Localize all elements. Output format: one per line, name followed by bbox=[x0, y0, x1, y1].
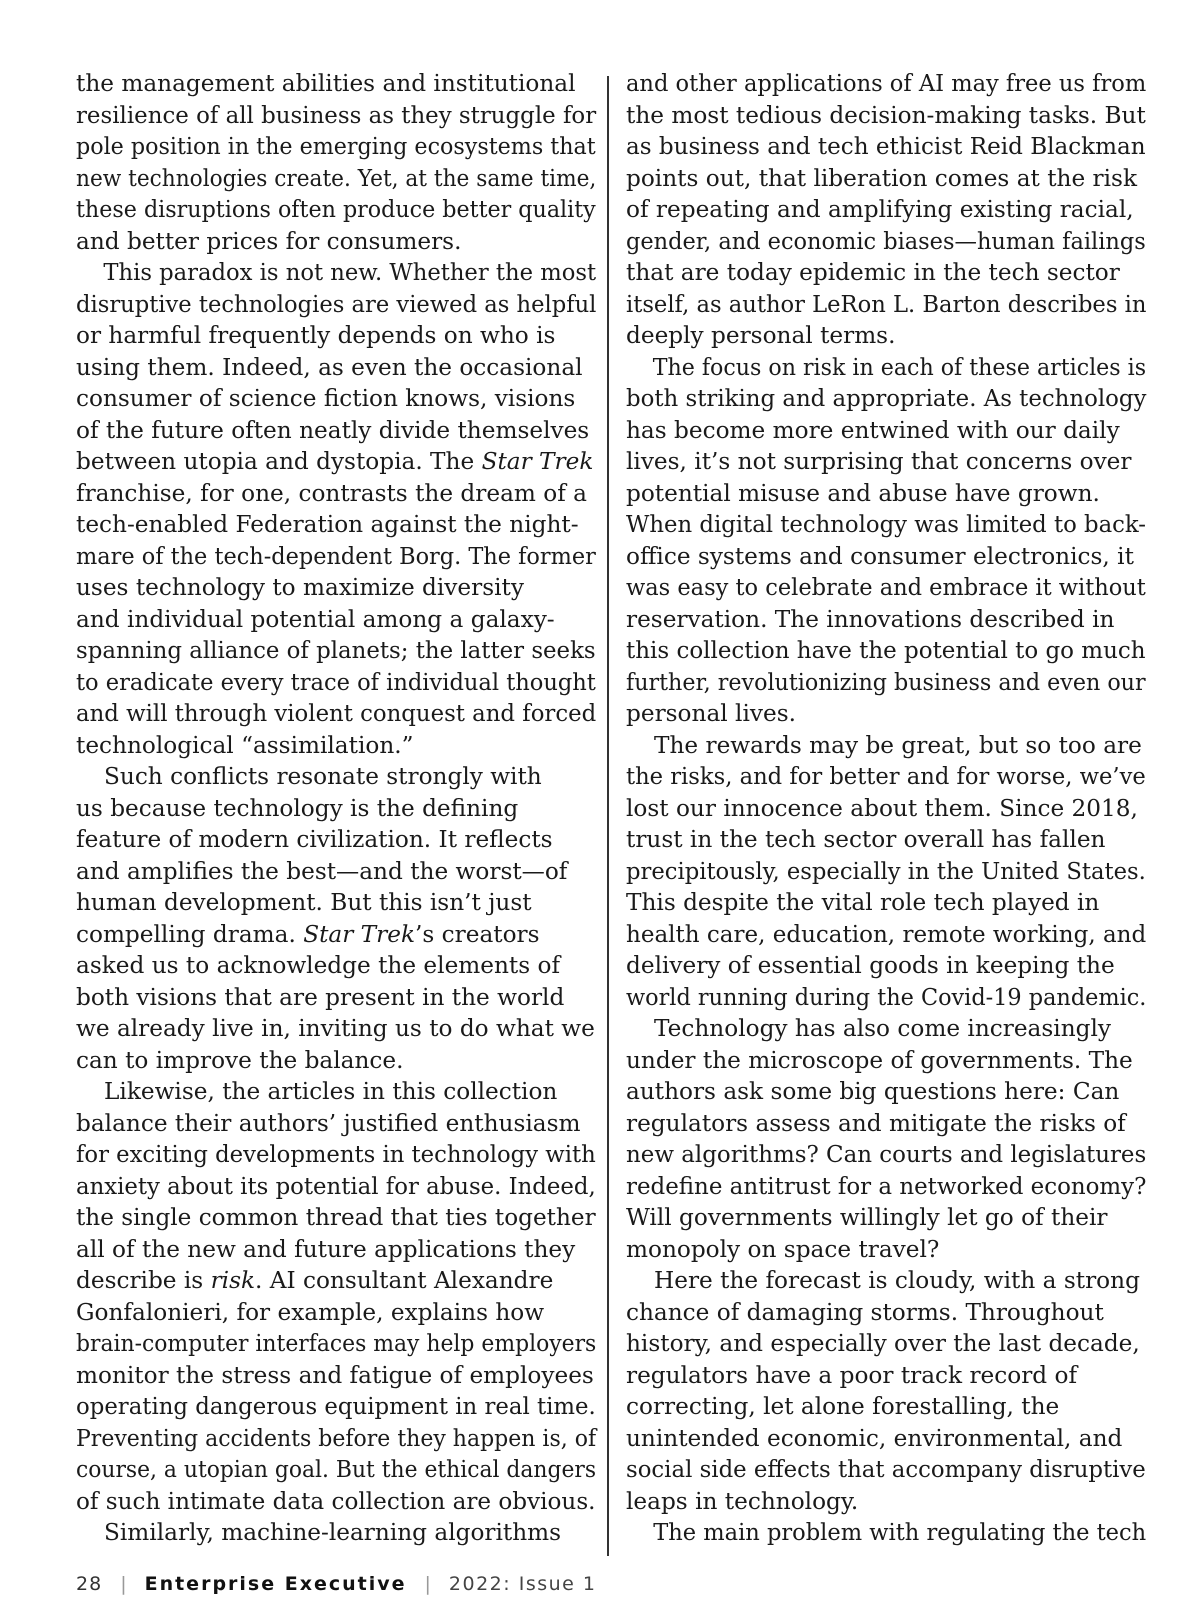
text-line: redefine antitrust for a networked economy? bbox=[626, 1172, 1147, 1200]
text-line: brain-computer interfaces may help employers bbox=[76, 1330, 597, 1357]
text-line: This paradox is not new. Whether the most bbox=[103, 259, 597, 286]
text-line: trust in the tech sector overall has fallen bbox=[626, 826, 1106, 853]
text-line: feature of modern civilization. It reflects bbox=[76, 826, 553, 853]
text-line: human development. But this isn’t just bbox=[76, 889, 532, 916]
text-line: can to improve the balance. bbox=[76, 1046, 404, 1074]
text-line: to eradicate every trace of individual thought bbox=[76, 668, 596, 696]
text-line: new technologies create. Yet, at the same time, bbox=[76, 164, 597, 192]
publication-name: Enterprise Executive bbox=[144, 1573, 407, 1595]
text-line: This despite the vital role tech played in bbox=[626, 889, 1100, 916]
text-line: us because technology is the defining bbox=[76, 794, 519, 822]
issue-label: 2022: Issue 1 bbox=[448, 1573, 597, 1595]
text-line: personal lives. bbox=[626, 700, 796, 727]
left-column bbox=[76, 68, 596, 1549]
text-line: both visions that are present in the world bbox=[76, 983, 565, 1011]
text-line: leaps in technology. bbox=[626, 1487, 859, 1515]
text-line: regulators assess and mitigate the risks of bbox=[626, 1109, 1126, 1137]
text-line: or harmful frequently depends on who is bbox=[76, 322, 556, 349]
text-line: Will governments willingly let go of their bbox=[626, 1204, 1108, 1231]
text-line: all of the new and future applications they bbox=[76, 1235, 576, 1263]
text-line: technological “assimilation.” bbox=[76, 731, 414, 759]
text-line: potential misuse and abuse have grown. bbox=[626, 479, 1100, 507]
text-line: health care, education, remote working, and bbox=[626, 920, 1147, 948]
text-line: the management abilities and institutional bbox=[76, 70, 576, 97]
text-line: that are today epidemic in the tech sector bbox=[626, 259, 1120, 286]
text-line: the single common thread that ties together bbox=[76, 1204, 596, 1231]
text-line: the most tedious decision-making tasks. But bbox=[626, 101, 1146, 129]
text-line: The rewards may be great, but so too are bbox=[654, 731, 1142, 759]
page-number: 28 bbox=[76, 1573, 103, 1595]
text-line: authors ask some big questions here: Can bbox=[626, 1078, 1120, 1105]
text-line: points out, that liberation comes at the risk bbox=[626, 164, 1137, 192]
text-line: deeply personal terms. bbox=[626, 322, 896, 349]
text-line: compelling drama. Star Trek’s creators bbox=[76, 920, 540, 948]
text-line: pole position in the emerging ecosystems that bbox=[76, 133, 596, 160]
text-line: course, a utopian goal. But the ethical dangers bbox=[76, 1456, 597, 1483]
text-line: correcting, let alone forestalling, the bbox=[626, 1393, 1060, 1420]
text-line: Such conflicts resonate strongly with bbox=[104, 763, 542, 790]
text-line: and other applications of AI may free us from bbox=[626, 70, 1147, 97]
text-line: The main problem with regulating the tech bbox=[653, 1519, 1147, 1546]
text-line: and amplifies the best—and the worst—of bbox=[76, 857, 568, 885]
text-line: this collection have the potential to go much bbox=[626, 637, 1146, 664]
text-line: of the future often neatly divide themselves bbox=[76, 416, 590, 444]
text-line: operating dangerous equipment in real time. bbox=[76, 1393, 596, 1420]
text-line: chance of damaging storms. Throughout bbox=[626, 1298, 1104, 1326]
text-line: was easy to celebrate and embrace it without bbox=[626, 574, 1146, 601]
text-line: describe is risk. AI consultant Alexandre bbox=[76, 1267, 554, 1294]
text-line: Preventing accidents before they happen is, of bbox=[76, 1424, 597, 1452]
text-line: new algorithms? Can courts and legislatures bbox=[626, 1141, 1147, 1168]
text-line: monopoly on space travel? bbox=[626, 1235, 940, 1263]
right-column bbox=[626, 68, 1146, 1549]
text-line: Gonfalonieri, for example, explains how bbox=[76, 1298, 545, 1326]
text-line: balance their authors’ justified enthusiasm bbox=[76, 1109, 581, 1137]
text-line: office systems and consumer electronics, it bbox=[626, 542, 1134, 570]
text-line: the risks, and for better and for worse, we’ve bbox=[626, 763, 1146, 790]
text-line: reservation. The innovations described in bbox=[626, 605, 1115, 633]
page-footer bbox=[76, 1573, 596, 1595]
text-line: we already live in, inviting us to do what we bbox=[76, 1015, 595, 1042]
text-line: Similarly, machine-learning algorithms bbox=[104, 1519, 562, 1546]
text-line: lost our innocence about them. Since 2018, bbox=[626, 794, 1138, 822]
text-line: monitor the stress and fatigue of employees bbox=[76, 1361, 594, 1389]
footer-separator: | bbox=[424, 1573, 431, 1595]
text-line: delivery of essential goods in keeping the bbox=[626, 952, 1115, 979]
text-line: these disruptions often produce better quality bbox=[76, 196, 596, 223]
text-line: and better prices for consumers. bbox=[76, 227, 462, 255]
text-line: Technology has also come increasingly bbox=[654, 1015, 1111, 1042]
text-line: itself, as author LeRon L. Barton describes in bbox=[626, 290, 1147, 318]
text-line: history, and especially over the last decade, bbox=[626, 1330, 1140, 1357]
text-line: tech-enabled Federation against the night- bbox=[76, 511, 579, 538]
text-line: anxiety about its potential for abuse. Indeed, bbox=[76, 1172, 596, 1200]
text-line: spanning alliance of planets; the latter seeks bbox=[76, 637, 596, 664]
text-line: regulators have a poor track record of bbox=[626, 1361, 1078, 1389]
text-line: under the microscope of governments. The bbox=[626, 1046, 1133, 1074]
text-line: gender, and economic biases—human failings bbox=[626, 227, 1146, 255]
text-line: using them. Indeed, as even the occasional bbox=[76, 353, 583, 381]
text-line: franchise, for one, contrasts the dream of a bbox=[76, 479, 587, 507]
text-line: When digital technology was limited to back- bbox=[626, 511, 1146, 538]
text-line: mare of the tech-dependent Borg. The former bbox=[76, 542, 596, 570]
text-line: disruptive technologies are viewed as helpful bbox=[76, 290, 597, 318]
text-line: and individual potential among a galaxy- bbox=[76, 605, 555, 633]
text-line: of repeating and amplifying existing racial, bbox=[626, 196, 1134, 223]
text-line: consumer of science fiction knows, visions bbox=[76, 385, 576, 412]
text-line: lives, it’s not surprising that concerns over bbox=[626, 448, 1132, 475]
text-line: Here the forecast is cloudy, with a strong bbox=[654, 1267, 1140, 1294]
text-line: The focus on risk in each of these articles is bbox=[652, 353, 1147, 381]
footer-separator: | bbox=[120, 1573, 127, 1595]
text-line: asked us to acknowledge the elements of bbox=[76, 952, 561, 979]
text-line: has become more entwined with our daily bbox=[626, 416, 1120, 444]
column-divider bbox=[607, 76, 609, 1556]
text-line: as business and tech ethicist Reid Blackman bbox=[626, 133, 1146, 160]
text-line: unintended economic, environmental, and bbox=[626, 1424, 1123, 1452]
text-line: precipitously, especially in the United States. bbox=[626, 857, 1146, 885]
text-line: resilience of all business as they struggle for bbox=[76, 101, 597, 129]
text-line: social side effects that accompany disruptive bbox=[626, 1456, 1146, 1483]
text-line: both striking and appropriate. As technology bbox=[626, 385, 1147, 412]
text-line: and will through violent conquest and forced bbox=[76, 700, 597, 727]
text-line: between utopia and dystopia. The Star Trek bbox=[76, 448, 594, 475]
text-line: further, revolutionizing business and even our bbox=[626, 668, 1146, 696]
text-line: of such intimate data collection are obvious. bbox=[76, 1487, 596, 1515]
text-line: world running during the Covid-19 pandemic. bbox=[626, 983, 1147, 1011]
text-line: uses technology to maximize diversity bbox=[76, 574, 524, 601]
text-line: Likewise, the articles in this collection bbox=[104, 1078, 558, 1105]
text-line: for exciting developments in technology with bbox=[76, 1141, 596, 1168]
